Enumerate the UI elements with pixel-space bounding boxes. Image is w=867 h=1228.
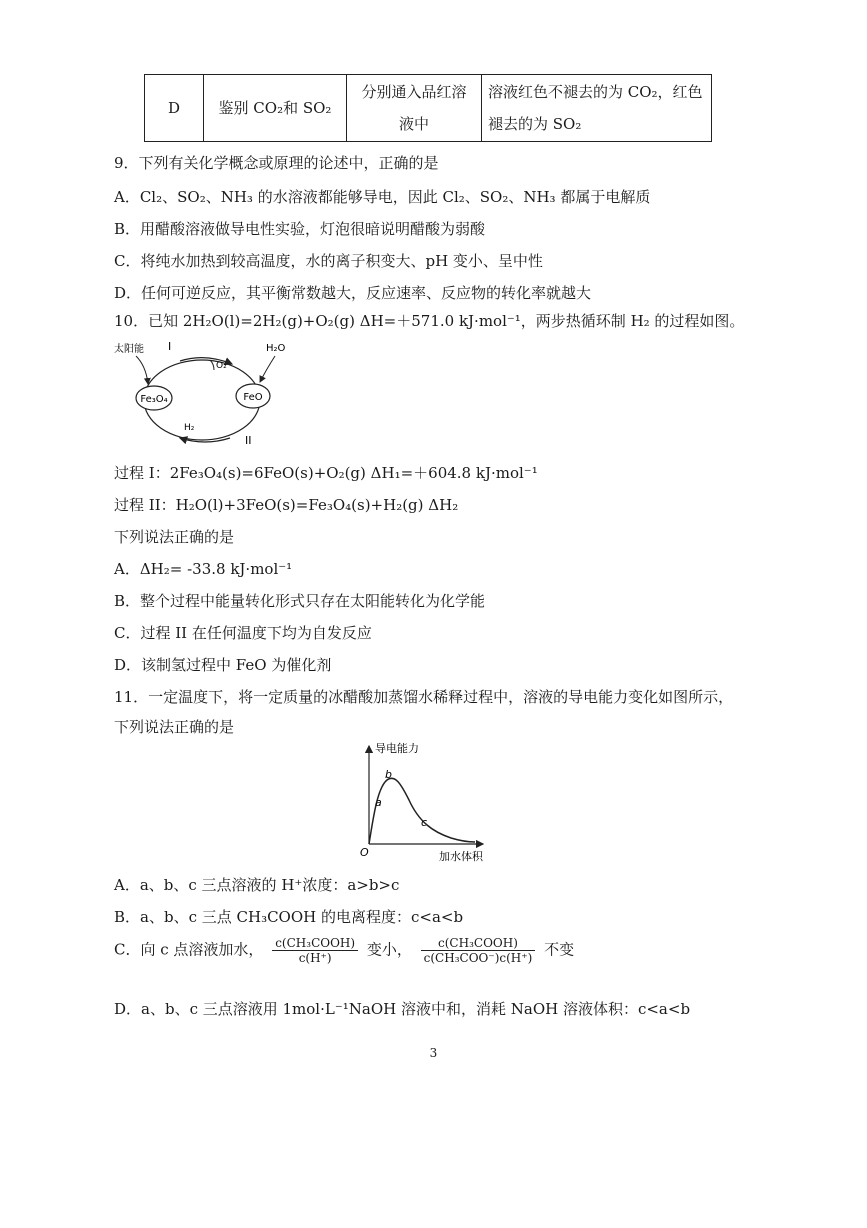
result-line-1: 溶液红色不褪去的为 CO₂，红色 [488,83,703,101]
q10-process-2: 过程 II：H₂O(l)+3FeO(s)=Fe₃O₄(s)+H₂(g) ΔH₂ [114,496,459,514]
q9-option-d: D．任何可逆反应，其平衡常数越大，反应速率、反应物的转化率就越大 [114,284,592,302]
step-1-label: I [168,340,172,353]
q11-option-a: A．a、b、c 三点溶液的 H⁺浓度：a>b>c [114,876,400,894]
table-cell-method [347,75,482,142]
point-a-label: a [375,796,382,809]
q11-option-d: D．a、b、c 三点溶液用 1mol·L⁻¹NaOH 溶液中和，消耗 NaOH 溶液体积：c<a<b [114,1000,691,1018]
fraction-2-denominator: c(CH₃COO⁻)c(H⁺) [423,951,533,965]
page-number: 3 [429,1046,438,1060]
y-axis-label: 导电能力 [375,742,419,755]
q9-option-a: A．Cl₂、SO₂、NH₃ 的水溶液都能够导电，因此 Cl₂、SO₂、NH₃ 都属于电解质 [114,188,651,206]
q11-option-b: B．a、b、c 三点 CH₃COOH 的电离程度：c<a<b [114,908,464,926]
q9-stem: 9．下列有关化学概念或原理的论述中，正确的是 [114,154,439,172]
option-table [144,74,712,142]
solar-label: 太阳能 [114,344,144,355]
conductivity-graph [355,740,495,865]
q10-ask: 下列说法正确的是 [114,528,235,546]
q9-option-b: B．用醋酸溶液做导电性实验，灯泡很暗说明醋酸为弱酸 [114,220,486,238]
method-line-1: 分别通入品红溶 [361,83,467,101]
q11-option-c-middle: 变小， [366,940,412,959]
h2o-label: H₂O [266,343,286,354]
q10-option-a: A．ΔH₂= -33.8 kJ·mol⁻¹ [114,560,293,578]
method-line-2: 液中 [398,115,429,133]
q11-option-c-suffix: 不变 [544,940,575,959]
point-c-label: c [421,816,428,829]
q10-option-d: D．该制氢过程中 FeO 为催化剂 [114,656,332,674]
fe3o4-label: Fe₃O₄ [140,394,168,405]
feo-label: FeO [243,392,263,403]
table-cell-purpose: 鉴别 CO₂和 SO₂ [204,75,347,142]
fraction-1 [272,936,358,965]
o2-label: O₂ [216,361,227,371]
table-row [145,75,712,142]
fraction-1-denominator: c(H⁺) [298,951,332,965]
point-b-label: b [385,768,392,781]
result-line-2: 褪去的为 SO₂ [488,115,582,133]
q9-option-c: C．将纯水加热到较高温度，水的离子积变大、pH 变小、呈中性 [114,252,543,270]
q11-option-c-prefix: C．向 c 点溶液加水， [114,940,264,959]
step-2-label: II [245,434,252,447]
q10-process-1: 过程 I：2Fe₃O₄(s)=6FeO(s)+O₂(g) ΔH₁=＋604.8 kJ·mol⁻¹ [114,464,538,482]
h2o-arrow [260,356,275,382]
q11-option-c [114,936,574,965]
q10-option-c: C．过程 II 在任何温度下均为自发反应 [114,624,372,642]
table-cell-result [482,75,712,142]
q10-option-b: B．整个过程中能量转化形式只存在太阳能转化为化学能 [114,592,486,610]
q11-ask: 下列说法正确的是 [114,718,235,736]
o2-arrow [210,360,214,370]
q10-stem: 10．已知 2H₂O(l)=2H₂(g)+O₂(g) ΔH=＋571.0 kJ·mol⁻¹，两步热循环制 H₂ 的过程如图。 [114,312,745,330]
fraction-1-numerator: c(CH₃COOH) [272,936,358,951]
fraction-2 [421,936,536,965]
h2-label: H₂ [184,423,195,433]
table-cell-label: D [145,75,204,142]
conductivity-curve [369,778,475,844]
q11-stem: 11．一定温度下，将一定质量的冰醋酸加蒸馏水稀释过程中，溶液的导电能力变化如图所示， [114,688,734,706]
origin-label: O [360,846,369,859]
thermal-cycle-diagram [110,338,310,458]
x-axis-label: 加水体积 [439,850,483,863]
fraction-2-numerator: c(CH₃COOH) [421,936,536,951]
solar-arrow [136,356,148,384]
